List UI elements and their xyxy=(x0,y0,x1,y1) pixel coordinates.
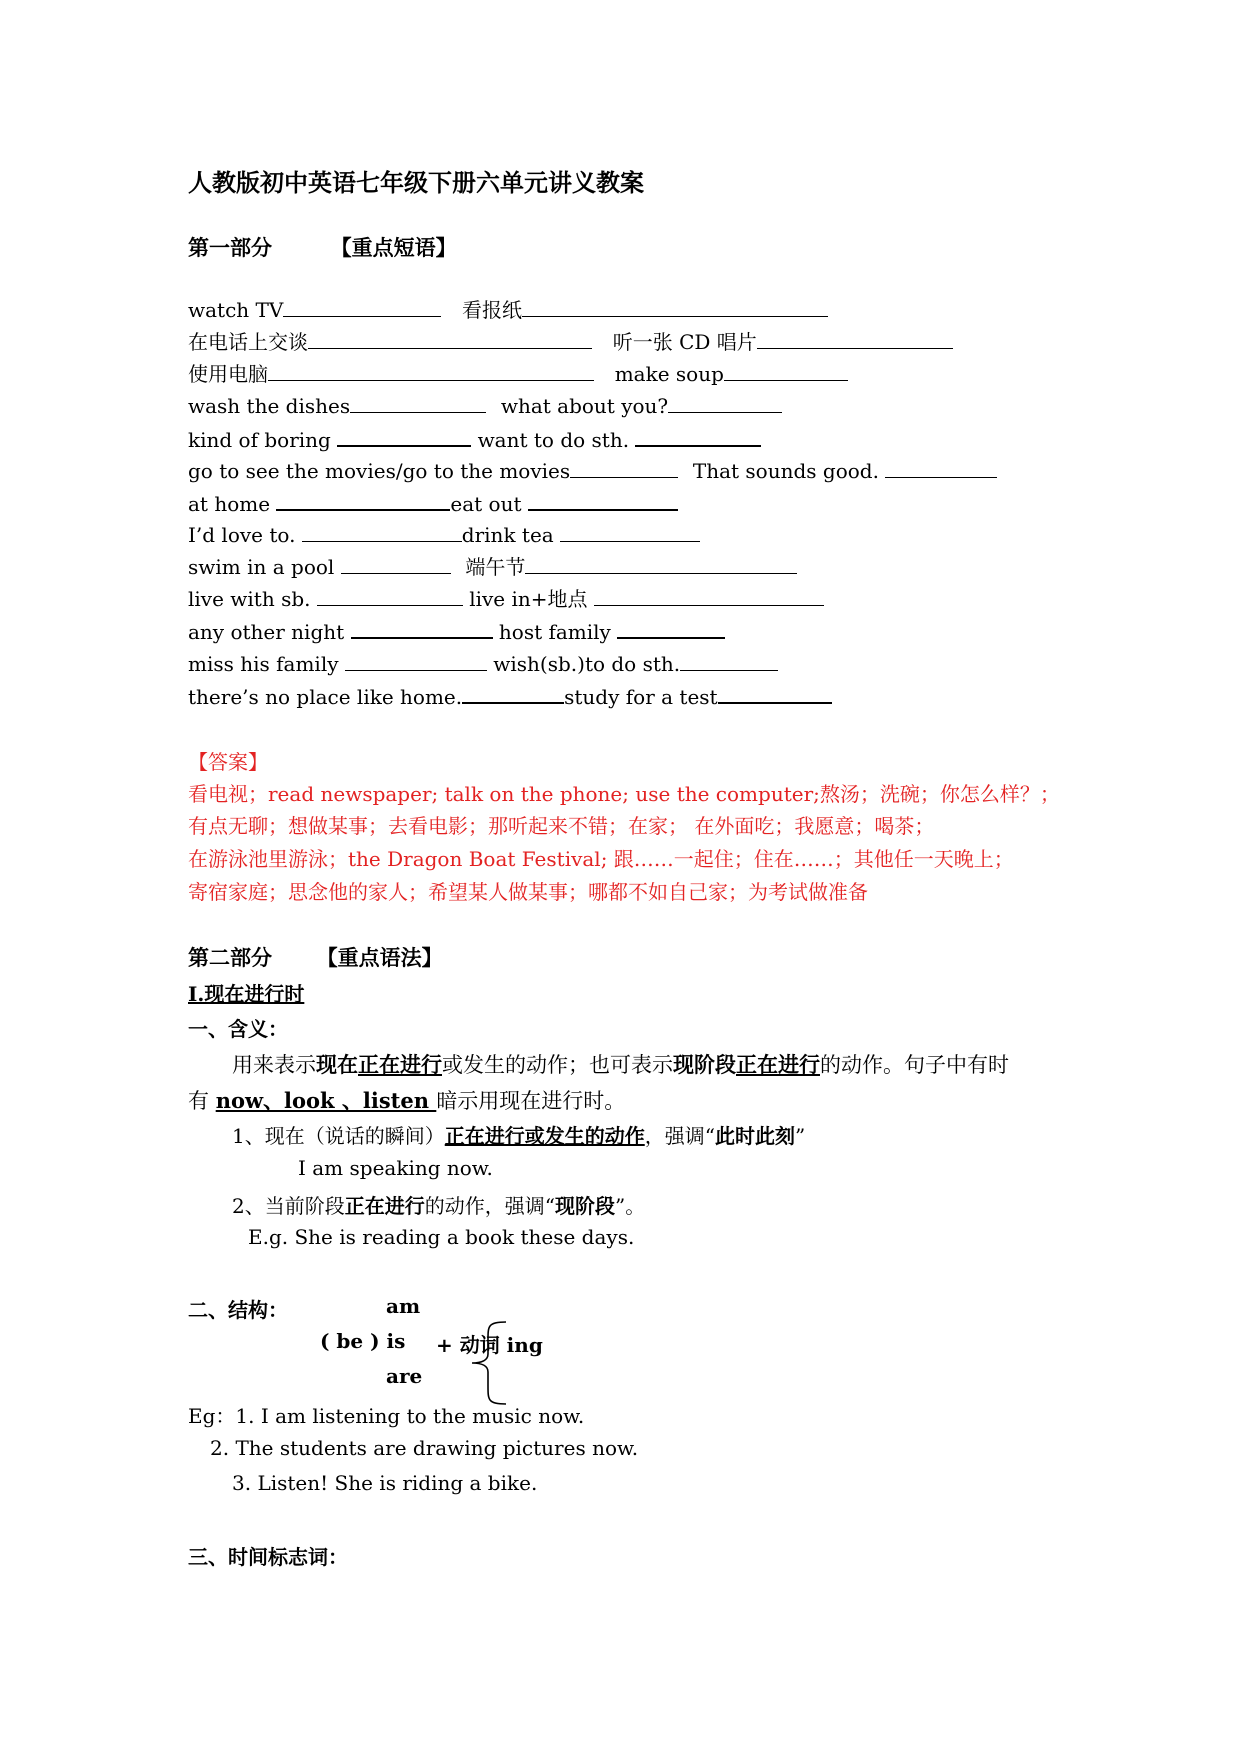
meaning-item-2 xyxy=(232,1190,645,1219)
answer-line: 看电视；read newspaper; talk on the phone; use the computer;熬汤；洗碗；你怎么样？； xyxy=(188,782,1060,806)
answer-blank xyxy=(885,455,997,478)
answer-blank xyxy=(718,680,832,704)
answer-blank xyxy=(350,390,486,413)
text: 暗示用现在进行时。 xyxy=(436,1089,626,1113)
phrase: live in+地点 xyxy=(469,587,588,611)
answer-blank xyxy=(525,551,797,574)
phrase: 使用电脑 xyxy=(188,362,268,386)
phrase-row-9 xyxy=(188,551,797,583)
phrase: kind of boring xyxy=(188,428,331,452)
part2-label: 第二部分 xyxy=(188,945,272,970)
answer-line: 寄宿家庭；思念他的家人；希望某人做某事；哪都不如自己家；为考试做准备 xyxy=(188,880,868,904)
phrase-row-6 xyxy=(188,455,997,487)
phrase-row-13 xyxy=(188,680,832,713)
keywords: now、look 、listen xyxy=(215,1088,437,1113)
answer-blank xyxy=(617,615,725,639)
answer-blank xyxy=(462,680,564,704)
text: 2、当前阶段 xyxy=(232,1194,345,1218)
phrase: That sounds good. xyxy=(692,459,879,483)
answer-blank xyxy=(302,519,462,542)
answer-blank xyxy=(268,358,594,381)
answer-blank xyxy=(680,648,778,671)
text-bold-underline: 正在进行或发生的动作 xyxy=(444,1124,645,1148)
answer-blank xyxy=(283,294,441,317)
phrase-row-5 xyxy=(188,423,761,456)
answer-blank xyxy=(522,294,828,317)
text-bold-underline: 正在进行 xyxy=(358,1052,442,1077)
meaning-line-2 xyxy=(188,1085,625,1115)
answer-blank xyxy=(341,551,451,574)
text-bold: 现阶段 xyxy=(673,1052,736,1077)
answer-blank xyxy=(724,358,848,381)
text-bold: 正在进行 xyxy=(344,1194,425,1218)
part1-heading xyxy=(188,232,457,262)
phrase-row-7 xyxy=(188,487,678,520)
text-bold: 现阶段 xyxy=(554,1194,615,1218)
answer-blank xyxy=(337,423,471,447)
phrase-row-2 xyxy=(188,326,953,358)
answer-tag: 【答案】 xyxy=(188,750,268,774)
phrase: at home xyxy=(188,492,271,516)
phrase: 听一张 CD 唱片 xyxy=(612,330,757,354)
text: 的动作，强调“ xyxy=(424,1194,555,1218)
phrase: what about you? xyxy=(500,394,669,418)
structure-am: am xyxy=(386,1294,421,1318)
phrase-row-1 xyxy=(188,294,828,326)
answer-blank xyxy=(560,519,700,542)
phrase: 端午节 xyxy=(465,555,526,579)
phrase: drink tea xyxy=(461,523,554,547)
text: ，强调“ xyxy=(644,1124,715,1148)
phrase-row-10 xyxy=(188,583,824,615)
answer-blank xyxy=(528,487,678,511)
phrase: swim in a pool xyxy=(188,555,335,579)
phrase: there’s no place like home. xyxy=(188,685,463,709)
phrase: study for a test xyxy=(564,685,718,709)
phrase: miss his family xyxy=(188,652,339,676)
answer-blank xyxy=(570,455,678,478)
text: ” xyxy=(794,1124,806,1148)
text: 或发生的动作；也可表示 xyxy=(442,1053,673,1077)
structure-example-3: 3. Listen! She is riding a bike. xyxy=(232,1471,538,1495)
example-1: I am speaking now. xyxy=(298,1156,493,1180)
text: 有 xyxy=(188,1089,216,1113)
curly-brace-icon xyxy=(462,1318,512,1408)
structure-example-1: Eg：1. I am listening to the music now. xyxy=(188,1404,585,1428)
phrase: live with sb. xyxy=(188,587,311,611)
text-bold: 现在 xyxy=(316,1052,358,1077)
phrase: wash the dishes xyxy=(188,394,351,418)
part1-tag: 【重点短语】 xyxy=(330,235,457,260)
phrase-row-3 xyxy=(188,358,848,390)
answer-blank xyxy=(317,583,463,606)
phrase: any other night xyxy=(188,620,345,644)
phrase: watch TV xyxy=(188,298,284,322)
part1-label: 第一部分 xyxy=(188,235,272,260)
answer-blank xyxy=(276,487,450,511)
phrase-row-4 xyxy=(188,390,782,422)
text: 1、现在（说话的瞬间） xyxy=(232,1124,445,1148)
text: 的动作。句子中有时 xyxy=(820,1053,1009,1077)
answer-line: 有点无聊；想做某事；去看电影；那听起来不错；在家； 在外面吃；我愿意；喝茶； xyxy=(188,814,935,838)
text-bold: 此时此刻 xyxy=(714,1124,795,1148)
time-markers-heading: 三、时间标志词： xyxy=(188,1545,348,1569)
structure-example-2: 2. The students are drawing pictures now. xyxy=(210,1436,639,1460)
answer-blank xyxy=(345,648,487,671)
text: ”。 xyxy=(614,1194,646,1218)
phrase: eat out xyxy=(450,492,522,516)
phrase: I’d love to. xyxy=(188,523,296,547)
meaning-heading: 一、含义： xyxy=(188,1017,288,1041)
answer-blank xyxy=(757,326,953,349)
answer-blank xyxy=(351,615,493,639)
phrase: 在电话上交谈 xyxy=(188,330,308,354)
grammar-subtitle: I.现在进行时 xyxy=(188,982,305,1006)
part2-heading xyxy=(188,942,443,972)
meaning-item-1 xyxy=(232,1120,805,1149)
phrase-row-12 xyxy=(188,648,778,680)
phrase: go to see the movies/go to the movies xyxy=(188,459,571,483)
meaning-line-1 xyxy=(232,1049,1009,1079)
example-2: E.g. She is reading a book these days. xyxy=(248,1225,635,1249)
structure-be-is: ( be ) is xyxy=(320,1329,406,1353)
phrase: host family xyxy=(498,620,611,644)
text-bold-underline: 正在进行 xyxy=(736,1052,820,1077)
part2-tag: 【重点语法】 xyxy=(316,945,443,970)
phrase: wish(sb.)to do sth. xyxy=(493,652,681,676)
structure-are: are xyxy=(386,1364,423,1388)
answer-blank xyxy=(308,326,592,349)
answer-blank xyxy=(668,390,782,413)
phrase: 看报纸 xyxy=(462,298,523,322)
answer-blank xyxy=(594,583,824,606)
structure-heading: 二、结构： xyxy=(188,1298,288,1322)
phrase: make soup xyxy=(614,362,724,386)
phrase: want to do sth. xyxy=(477,428,630,452)
document-title: 人教版初中英语七年级下册六单元讲义教案 xyxy=(188,168,644,197)
phrase-row-11 xyxy=(188,615,725,648)
structure-verb-ing: + 动词 ing xyxy=(436,1333,543,1357)
text: 用来表示 xyxy=(232,1053,316,1077)
answer-line: 在游泳池里游泳；the Dragon Boat Festival; 跟……一起住；住在……；其他任一天晚上； xyxy=(188,847,1014,871)
answer-blank xyxy=(635,423,761,447)
phrase-row-8 xyxy=(188,519,700,551)
